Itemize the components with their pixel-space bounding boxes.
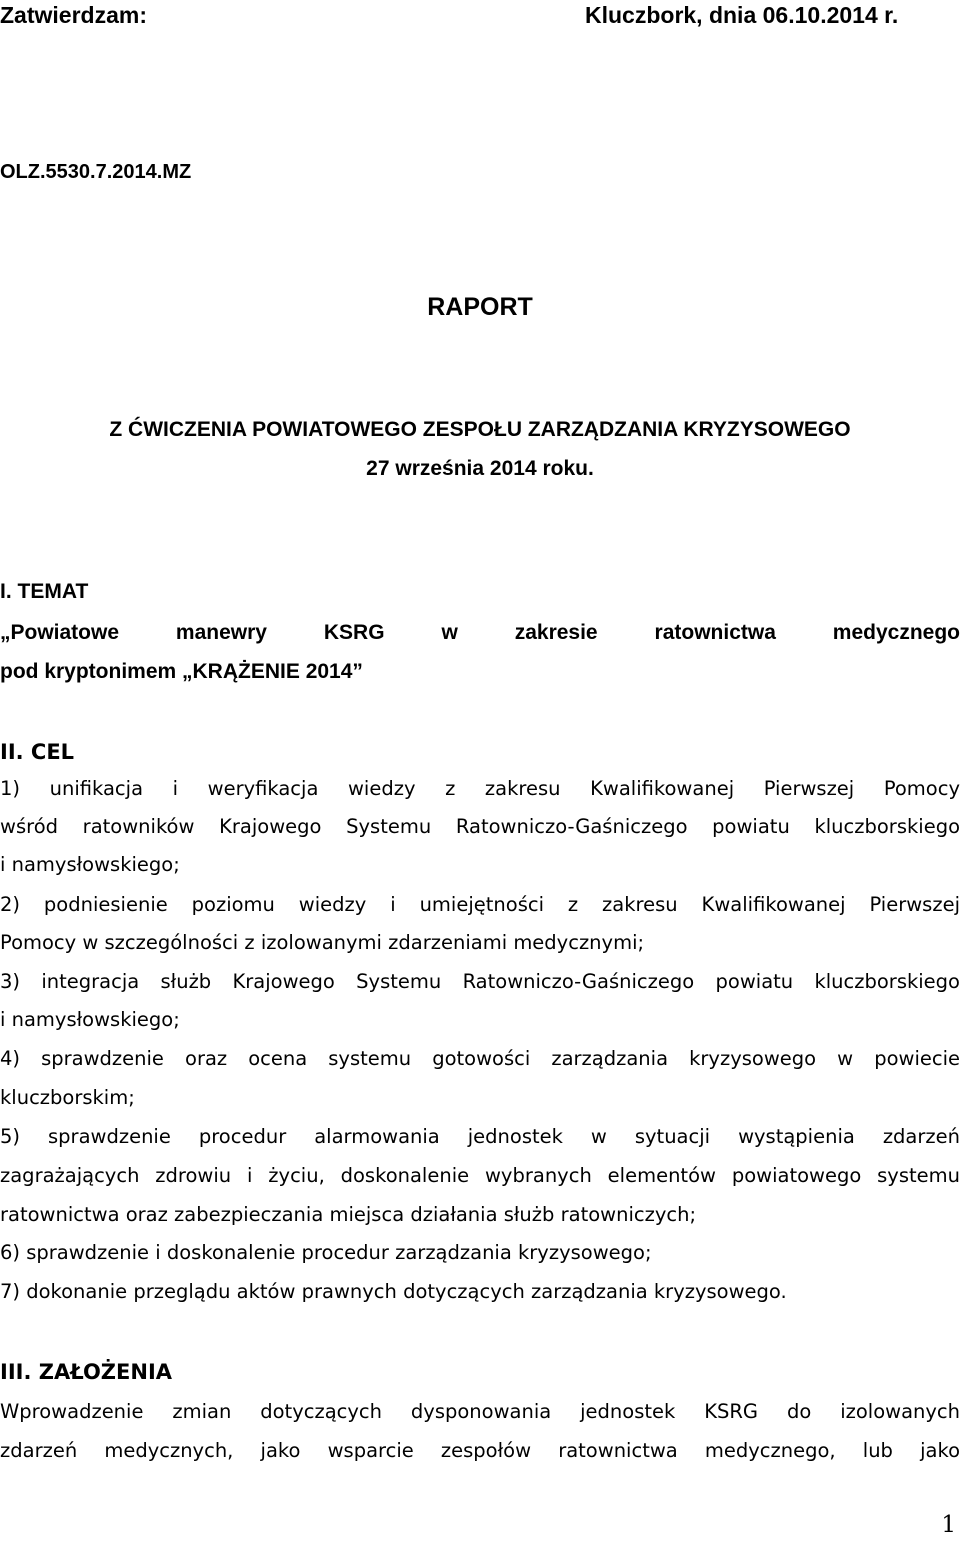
place-date: Kluczbork, dnia 06.10.2014 r. [585, 2, 899, 28]
page-number: 1 [941, 1512, 956, 1538]
goal-line: ratownictwa oraz zabezpieczania miejsca działania służb ratowniczych; [0, 1203, 697, 1226]
topic-line: „Powiatowe manewry KSRG w zakresie ratownictwa medycznego [0, 621, 960, 644]
goal-line: 1) unifikacja i weryfikacja wiedzy z zakresu Kwalifikowanej Pierwszej Pomocy [0, 777, 960, 800]
goal-line: 2) podniesienie poziomu wiedzy i umiejętności z zakresu Kwalifikowanej Pierwszej [0, 893, 960, 916]
goal-line: 4) sprawdzenie oraz ocena systemu gotowości zarządzania kryzysowego w powiecie [0, 1047, 960, 1070]
assumptions-line: Wprowadzenie zmian dotyczących dysponowania jednostek KSRG do izolowanych [0, 1400, 960, 1423]
goal-line: 5) sprawdzenie procedur alarmowania jednostek w sytuacji wystąpienia zdarzeń [0, 1125, 960, 1148]
document-date: 27 września 2014 roku. [366, 457, 594, 480]
goal-line: i namysłowskiego; [0, 853, 180, 876]
goal-line: wśród ratowników Krajowego Systemu Ratowniczo-Gaśniczego powiatu kluczborskiego [0, 815, 960, 838]
reference-number: OLZ.5530.7.2014.MZ [0, 161, 192, 183]
section-heading-assumptions: III. ZAŁOŻENIA [0, 1360, 173, 1384]
assumptions-line: zdarzeń medycznych, jako wsparcie zespołów ratownictwa medycznego, lub jako [0, 1439, 960, 1462]
approval-label: Zatwierdzam: [0, 2, 147, 28]
goal-line: Pomocy w szczególności z izolowanymi zdarzeniami medycznymi; [0, 931, 645, 954]
goal-line: zagrażających zdrowiu i życiu, doskonalenie wybranych elementów powiatowego systemu [0, 1164, 960, 1187]
document-subtitle: Z ĆWICZENIA POWIATOWEGO ZESPOŁU ZARZĄDZANIA KRYZYSOWEGO [109, 418, 851, 441]
document-title: RAPORT [427, 293, 533, 321]
goal-line: 6) sprawdzenie i doskonalenie procedur zarządzania kryzysowego; [0, 1241, 652, 1264]
goal-line: 7) dokonanie przeglądu aktów prawnych dotyczących zarządzania kryzysowego. [0, 1280, 787, 1303]
goal-line: 3) integracja służb Krajowego Systemu Ratowniczo-Gaśniczego powiatu kluczborskiego [0, 970, 960, 993]
section-heading-topic: I. TEMAT [0, 580, 89, 603]
goal-line: i namysłowskiego; [0, 1008, 180, 1031]
section-heading-goal: II. CEL [0, 740, 75, 764]
topic-line: pod kryptonimem „KRĄŻENIE 2014” [0, 660, 363, 683]
goal-line: kluczborskim; [0, 1086, 135, 1109]
